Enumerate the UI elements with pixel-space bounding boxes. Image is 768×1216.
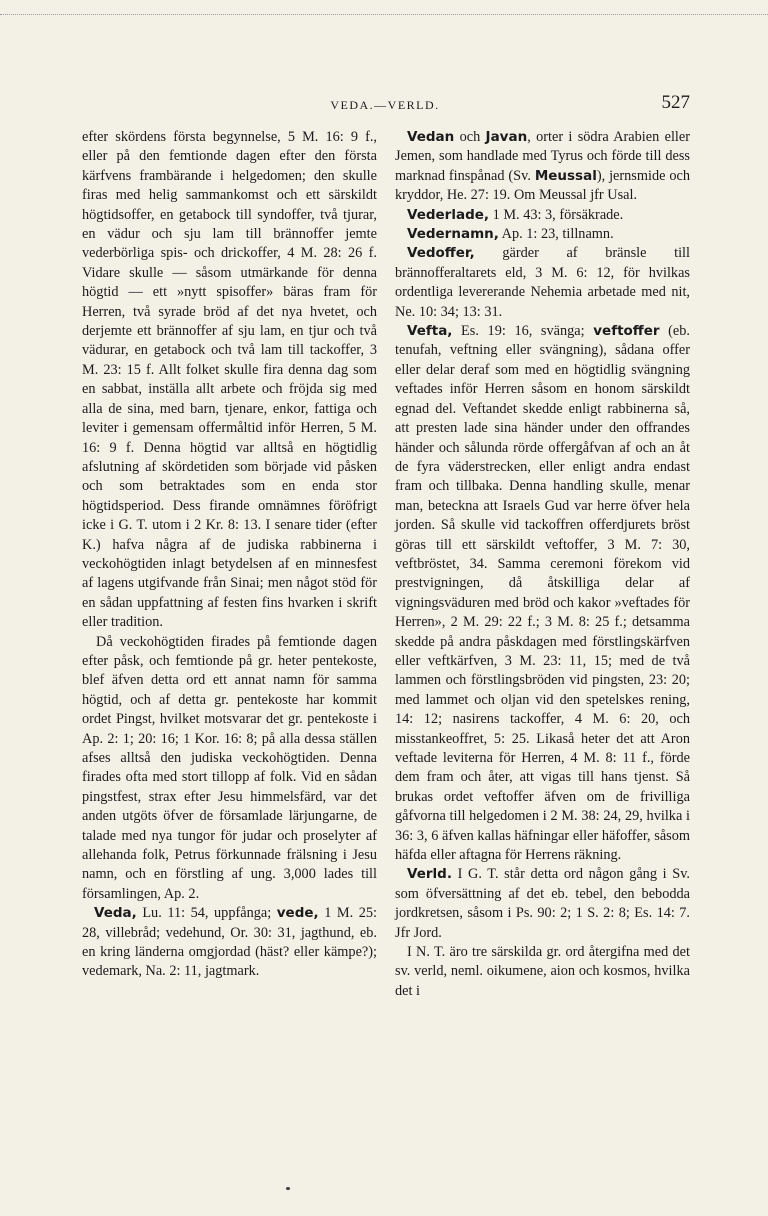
- entry-vefta-text-2: (eb. tenufah, veftning eller svängning), sådana offer eller delar deraf som med en högtidlig svängning veftades inför Herren såsom en honom särskildt egnad del. Veftandet skedde enligt rabbinerna så, att presten lade sina händer under den offrandes händer och sålunda rörde offergåfvan af och an åt de fyra väderstrecken, eller enligt andra endast fram och tillbaka. Denna handling skulle, menar man, beteckna att Israels Gud var herre öfver hela jorden. Så skulle vid tackoffren offerdjurets bröst göras till ett särskildt veftoffer, 3 M. 7: 30, veftbröstet, 34. Samma ceremoni förekom vid prestvigningen, då åtskilliga delar af vigningsväduren med bröd och kakor »veftades för Herren», 2 M. 29: 22 f.; 3 M. 8: 25 f.; detsamma skedde på andra påskdagen med förstlingskärfven eller veftkärfven, 3 M. 23: 11, 15; med de två lammen och förstlingsbröden vid pingsten, 23: 20; med lammet och oljan vid den spetelskes rening, 14: 12; nasirens tackoffer, 4 M. 6: 20, och misstankeoffret, 5: 25. Likaså heter det att Aron veftade leviterna för Herren, 4 M. 8: 11 f., förde dem fram och åter, att vigas till hans tjenst. Så brukas ordet veftoffer äfven om de frivilliga gåfvorna till helgedomen i 2 M. 38: 24, 29, hvilka i 36: 3, 6 äfven kallas häfningar eller häfoffer, såsom häfda eller aftagna för Herrens räkning.: [395, 323, 690, 864]
- left-paragraph-2: Då veckohögtiden firades på femtionde dagen efter påsk, och femtionde på gr. heter pentekoste, blef äfven detta ord ett annat namn för samma högtid, och af detta gr. pentekoste har kommit ordet Pingst, hvilket motsvarar det gr. pentekoste i Ap. 2: 1; 20: 16; 1 Kor. 16: 8; på alla dessa ställen afses alltså den judiska veckohögtiden. Denna firades ofta med stort tillopp af folk. Vid en sådan pingstfest, strax efter Jesu himmelsfärd, var det anden utgöts öfver de församlade lärjungarne, de talade med nya tungor för judar och proselyter af allehanda folk, Petrus förkunnade frälsning i Jesu namn, och en förstling af ung. 3,000 lades till församlingen, Ap. 2.: [82, 633, 377, 902]
- entry-verld-continued: I N. T. äro tre särskilda gr. ord återgifna med det sv. verld, neml. oikumene, aion och kosmos, hvilka det i: [395, 944, 690, 999]
- entry-vedan-text-1: , orter i södra Arabien eller Jemen, som handlade med Tyrus och förde till dess marknad finspånad (Sv.: [395, 129, 690, 184]
- entry-verld-text-1: I G. T. står detta ord någon gång i Sv. som öfversättning af det eb. tebel, den bebodda jordkretsen, såsom i Ps. 90: 2; 1 S. 2: 8; Es. 14: 7. Jfr Jord.: [395, 866, 690, 941]
- entry-veda: [82, 904, 377, 982]
- entry-vede-headword: vede,: [276, 905, 319, 922]
- entry-meussal-headword: Meussal: [534, 167, 597, 184]
- entry-vedoffer: [395, 244, 690, 322]
- left-column: [82, 128, 377, 1001]
- entry-vefta-text-1: Es. 19: 16, svänga;: [452, 323, 594, 340]
- entry-vefta: [395, 322, 690, 865]
- entry-verld-headword: Verld.: [407, 866, 452, 883]
- entry-vedoffer-text: gärder af bränsle till brännofferaltarets eld, 3 M. 6: 12, för hvilkas ordentliga levererande Nehemia arbetade med nit, Ne. 10: 34; 13: 31.: [395, 245, 690, 320]
- entry-verld: [395, 865, 690, 943]
- entry-vedernamn-headword: Vedernamn,: [407, 226, 499, 243]
- top-page-rule: [0, 14, 768, 15]
- running-head: VEDA.—VERLD.: [330, 98, 440, 112]
- page-header: [80, 92, 690, 122]
- entry-vedernamn: [395, 225, 690, 244]
- text-columns: [82, 128, 690, 1001]
- entry-vedernamn-text: Ap. 1: 23, tillnamn.: [498, 226, 614, 243]
- entry-vefta-headword: Vefta,: [407, 323, 453, 340]
- page-number: 527: [661, 92, 690, 113]
- bottom-ink-mark: [286, 1187, 290, 1190]
- entry-vedan-headword: Vedan: [407, 129, 455, 145]
- entry-vedan: [395, 128, 690, 206]
- entry-javan-headword: Javan: [485, 129, 528, 145]
- entry-vedoffer-headword: Vedoffer,: [407, 245, 475, 262]
- entry-veda-text-1: Lu. 11: 54, uppfånga;: [136, 905, 277, 922]
- entry-vedan-and: och: [454, 129, 486, 145]
- entry-vederlade-headword: Vederlade,: [407, 206, 490, 223]
- entry-vedan-text-2: ), jernsmide och kryddor, He. 27: 19. Om Meussal jfr Usal.: [395, 167, 690, 204]
- entry-veda-text-2: 1 M. 25: 28, villebråd; vedehund, Or. 30: 31, jagthund, eb. en kring länderna omgjordad (häst? eller kämpe?); vedemark, Na. 2: 11, jagtmark.: [82, 905, 377, 980]
- left-paragraph-1: efter skördens första begynnelse, 5 M. 16: 9 f., eller på den femtionde dagen efter den första kärfvens frambärande i helgedomen; den skulle firas med helig sammankomst och ett särskildt högtidsoffer, en getabock till syndoffer, två tjurar, en vädur och sju lam till brännoffer jemte vederbörliga spis- och drickoffer, 4 M. 28: 26 f. Vidare skulle — såsom utmärkande för denna högtid — ett »nytt spisoffer» bäras fram för Herren, två syrade bröd af det nya hvetet, och derjemte ett brännoffer af sju lam, en tjur och två vädurar, en getabock och två lam till tackoffer, 3 M. 23: 15 f. Allt folket skulle fira denna dag som en sabbat, inställa allt arbete och fröjda sig med alla de sina, med barn, tjenare, enkor, fattiga och leviter i gemensam offermåltid inför Herren, 5 M. 16: 9 f. Denna högtid var alltså en högtidlig afslutning af skördetiden som började vid påsken och som betraktades som en enda stor högtidsperiod. Dess firande omnämnes föröfrigt icke i G. T. utom i 2 Kr. 8: 13. I senare tider (efter K.) hafva några af de judiska rabbinerna i veckohögtiden inlagt betydelsen af en minnesfest af lagens utgifvande från Sinai; men något stöd för en sådan uppfattning af festen fins hvarken i skrift eller tradition.: [82, 129, 377, 631]
- right-column: [395, 128, 690, 1001]
- entry-vederlade: [395, 206, 690, 225]
- entry-vederlade-text: 1 M. 43: 3, försäkrade.: [489, 206, 624, 223]
- entry-veda-headword: Veda,: [94, 905, 137, 922]
- entry-veftoffer-headword: veftoffer: [593, 323, 660, 340]
